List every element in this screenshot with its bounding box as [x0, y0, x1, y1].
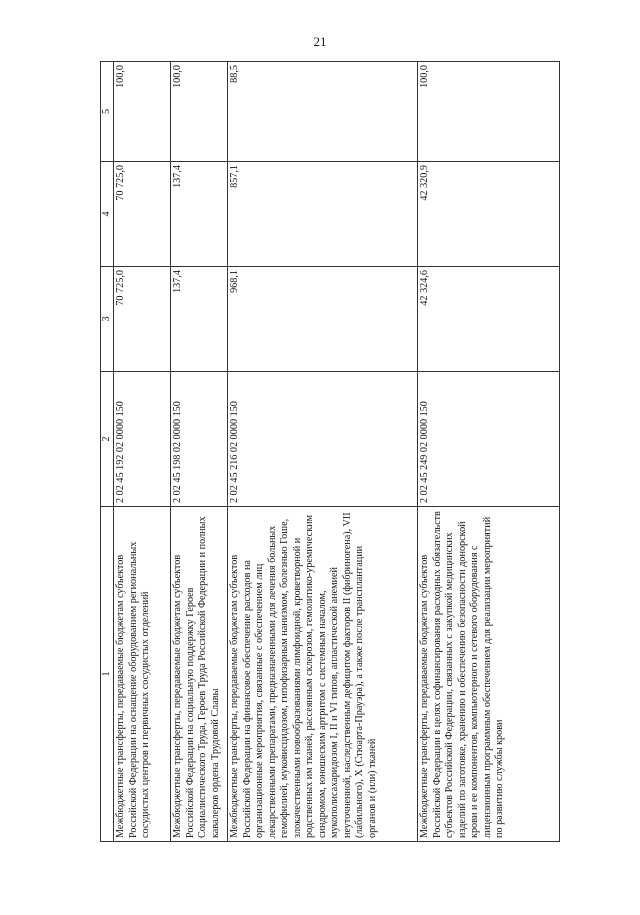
row-value-col5: 100,0 — [114, 62, 171, 162]
row-description: Межбюджетные трансферты, передаваемые бюджетам субъектов Российской Федерации на оснащение оборудованием региональных сосудистых центров и первичных сосудистых отделений — [114, 507, 171, 842]
column-header: 5 — [101, 62, 114, 162]
rotated-table-container — [100, 62, 560, 842]
row-value-col5: 100,0 — [171, 62, 228, 162]
column-header: 2 — [101, 372, 114, 507]
row-description: Межбюджетные трансферты, передаваемые бюджетам субъектов Российской Федерации на финансовое обеспечение расходов на организационные мероприятия, связанные с обеспечением лиц лекарственными препаратами, предназначенными для лечения больных гемофилией, муковисцидозом, гипофизарным нанизмом, болезнью Гоше, злокачественными новообразованиями лимфоидной, кроветворной и родственных им тканей, рассеянным склерозом, гемолитико-уремическим синдромом, юношеским артритом с системным началом, мукополисахаридозом I, II и VI типов, апластической анемией неуточненной, наследственным дефицитом факторов II (фибриногена), VII (лабильного), X (Стюарта-Прауэра), а также после трансплантации органов и (или) тканей — [228, 507, 418, 842]
row-code: 2 02 45 198 02 0000 150 — [171, 372, 228, 507]
row-value-col5: 88,5 — [228, 62, 418, 162]
row-description: Межбюджетные трансферты, передаваемые бюджетам субъектов Российской Федерации на социальную поддержку Героев Социалистического Труда, Героев Труда Российской Федерации и полных кавалеров ордена Трудовой Славы — [171, 507, 228, 842]
row-value-col4: 42 320,9 — [418, 162, 560, 267]
row-value-col3: 137,4 — [171, 267, 228, 372]
table-row — [418, 62, 560, 842]
budget-transfers-table — [100, 61, 560, 842]
column-header: 4 — [101, 162, 114, 267]
table-row — [228, 62, 418, 842]
row-value-col4: 70 725,0 — [114, 162, 171, 267]
row-value-col4: 857,1 — [228, 162, 418, 267]
row-code: 2 02 45 249 02 0000 150 — [418, 372, 560, 507]
row-value-col3: 42 324,6 — [418, 267, 560, 372]
column-header: 1 — [101, 507, 114, 842]
row-description: Межбюджетные трансферты, передаваемые бюджетам субъектов Российской Федерации в целях софинансирования расходных обязательств субъектов Российской Федерации, связанных с закупкой медицинских изделий по заготовке, хранению и обеспечению безопасности донорской крови и ее компонентов, компьютерного и сетевого оборудования с лицензионным программным обеспечением для реализации мероприятий по развитию службы крови — [418, 507, 560, 842]
column-number-row — [101, 62, 114, 842]
row-code: 2 02 45 192 02 0000 150 — [114, 372, 171, 507]
row-code: 2 02 45 216 02 0000 150 — [228, 372, 418, 507]
table-wrapper — [100, 62, 560, 842]
row-value-col4: 137,4 — [171, 162, 228, 267]
row-value-col3: 70 725,0 — [114, 267, 171, 372]
row-value-col5: 100,0 — [418, 62, 560, 162]
table-row — [114, 62, 171, 842]
page-number: 21 — [313, 34, 327, 49]
column-header: 3 — [101, 267, 114, 372]
row-value-col3: 968,1 — [228, 267, 418, 372]
table-row — [171, 62, 228, 842]
